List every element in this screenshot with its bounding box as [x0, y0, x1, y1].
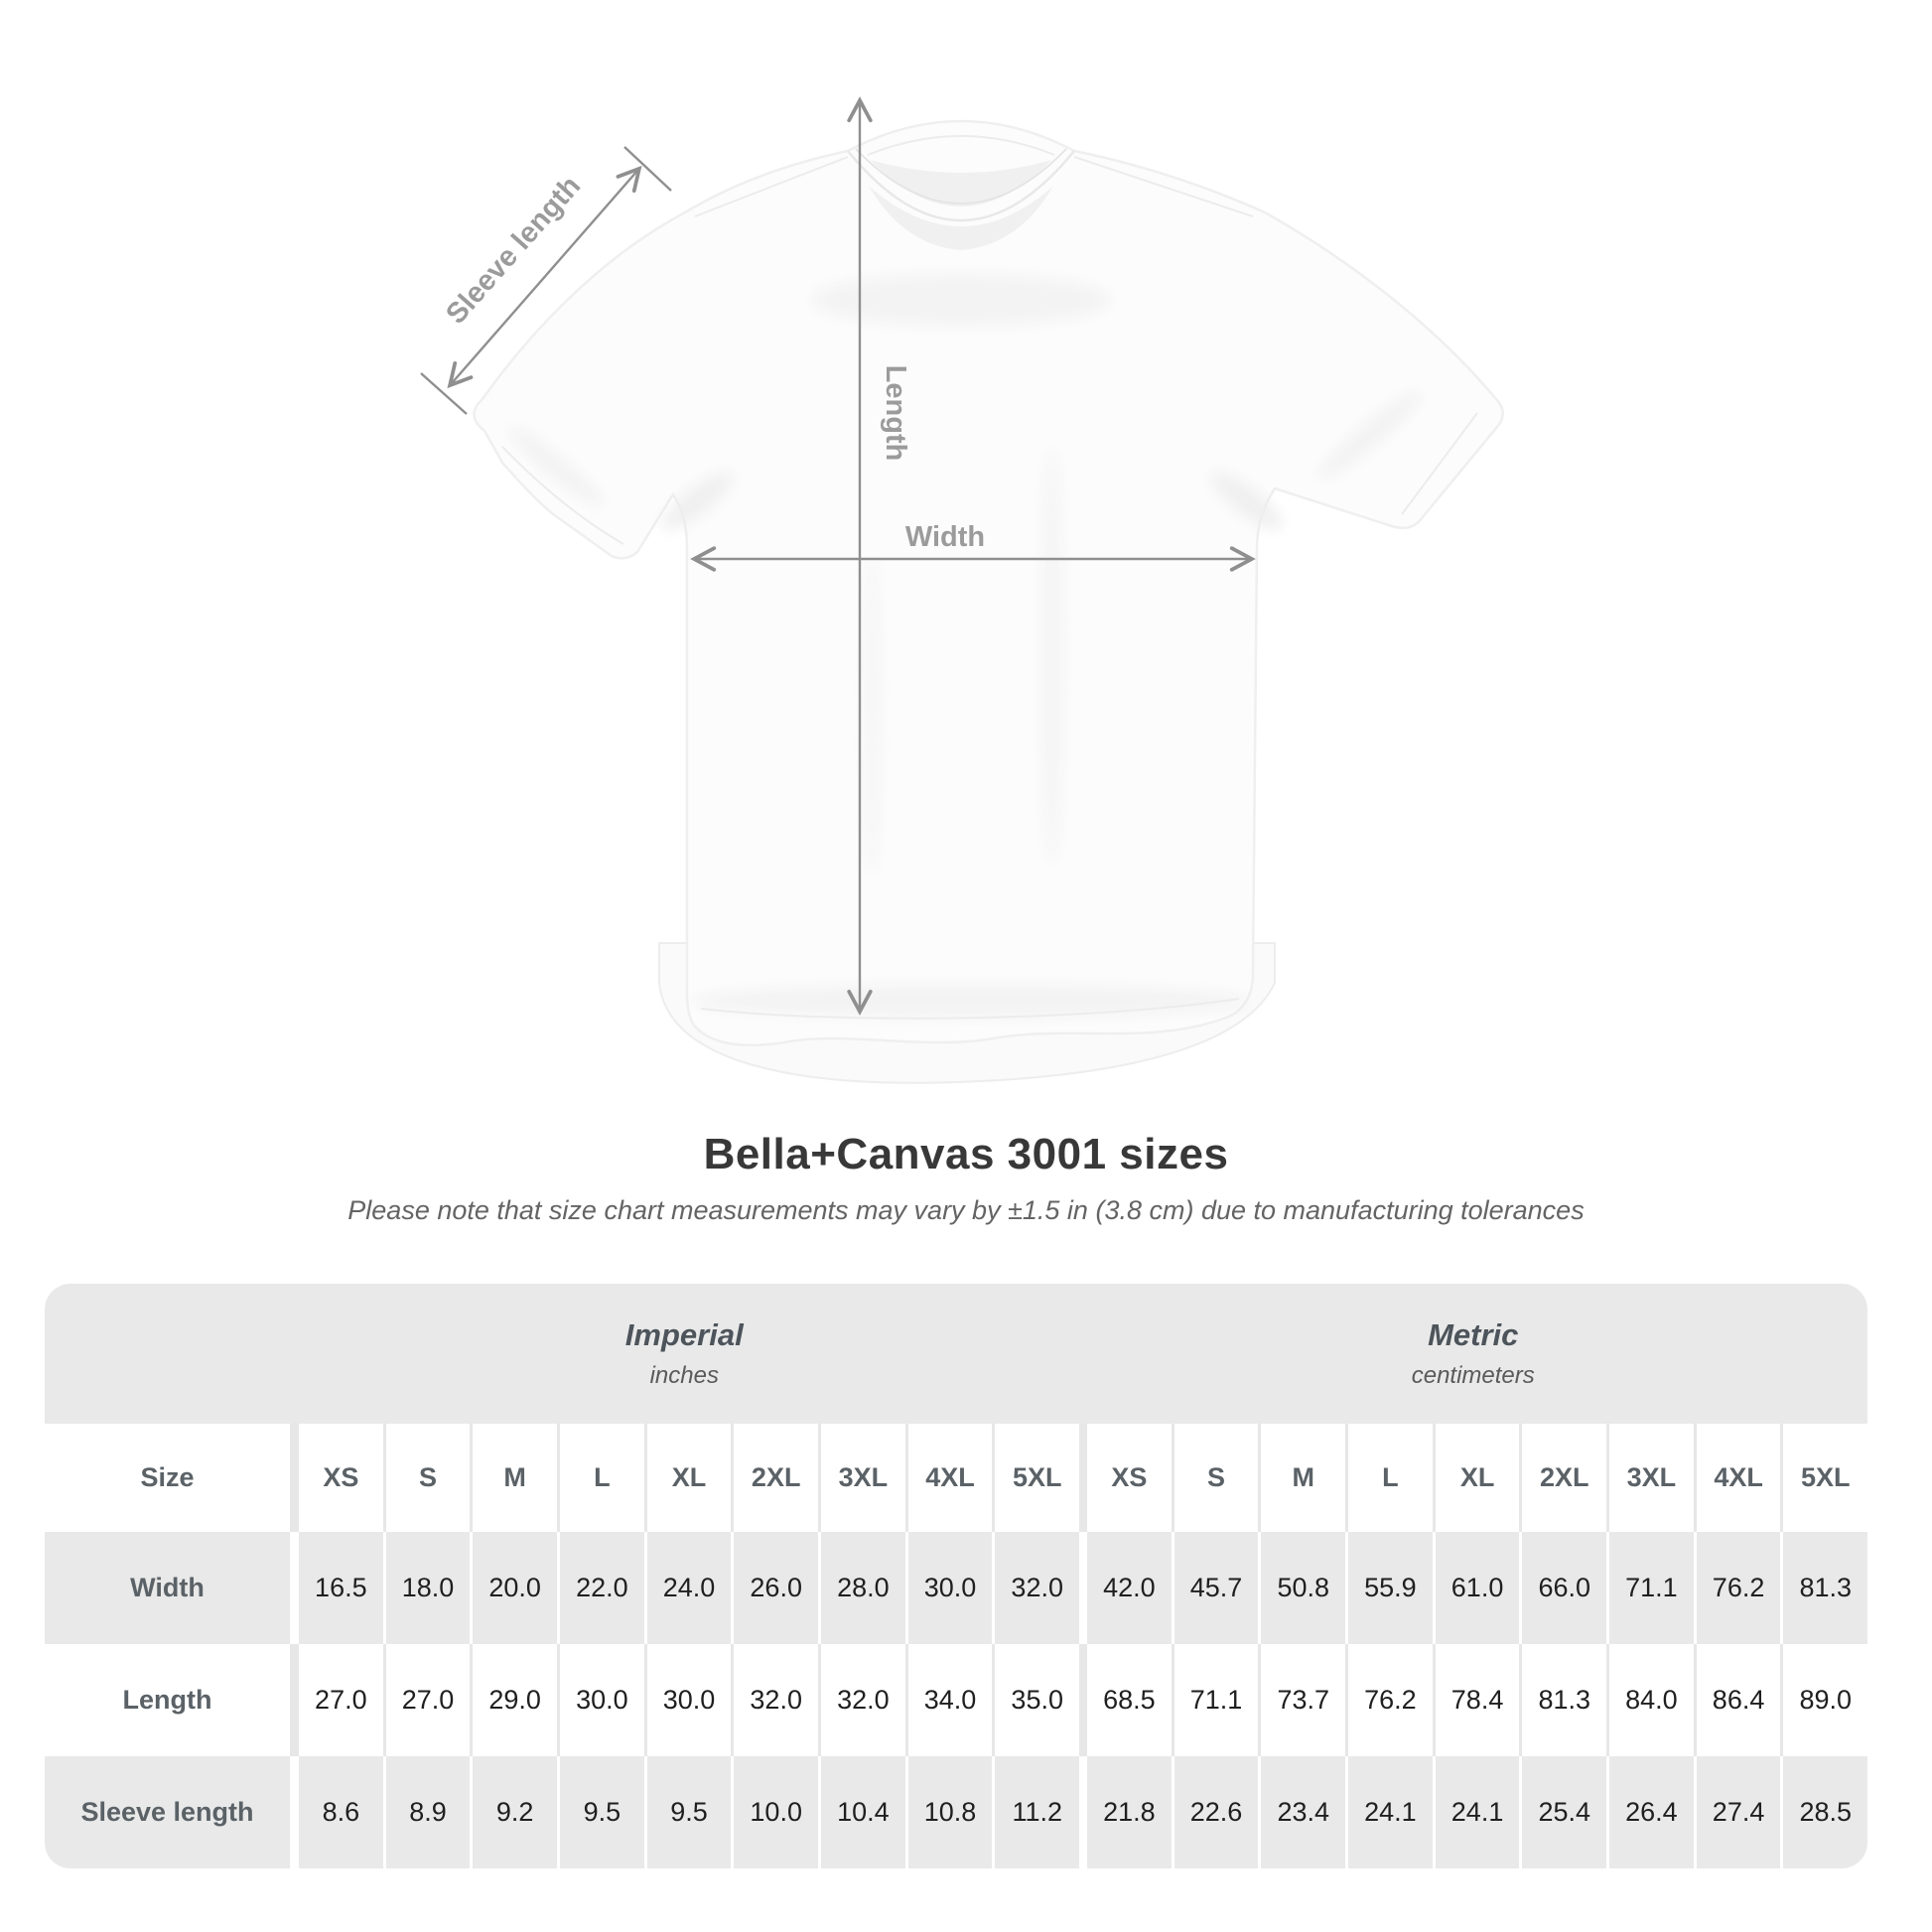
width-metric-3xl: 71.1	[1625, 1573, 1678, 1602]
row-label-sleeve-length: Sleeve length	[80, 1797, 254, 1827]
sleeve-metric-l: 24.1	[1364, 1797, 1417, 1827]
sleeve-arrow-cap-bottom	[421, 373, 467, 414]
imperial-unit: inches	[649, 1362, 719, 1389]
size-header-row	[45, 1424, 1867, 1532]
size-col-header: Size	[140, 1462, 195, 1492]
length-metric-l: 76.2	[1364, 1685, 1417, 1715]
length-metric-s: 71.1	[1189, 1685, 1243, 1715]
length-imperial-l: 30.0	[576, 1685, 628, 1715]
imperial-label: Imperial	[624, 1317, 744, 1352]
size-header-imperial-xs: XS	[323, 1462, 359, 1492]
size-header-imperial-4xl: 4XL	[925, 1462, 975, 1492]
size-table	[45, 1284, 1867, 1868]
width-metric-4xl: 76.2	[1712, 1573, 1765, 1602]
sleeve-length-label: Sleeve length	[440, 170, 588, 331]
unit-group-imperial	[290, 1317, 1079, 1390]
size-header-imperial-3xl: 3XL	[838, 1462, 889, 1492]
length-imperial-xl: 30.0	[662, 1685, 716, 1715]
size-header-metric-5xl: 5XL	[1800, 1462, 1851, 1492]
row-label-width: Width	[130, 1573, 205, 1602]
width-metric-xs: 42.0	[1103, 1573, 1156, 1602]
length-metric-xl: 78.4	[1450, 1685, 1504, 1715]
row-label-length: Length	[122, 1685, 212, 1715]
width-metric-s: 45.7	[1189, 1573, 1243, 1602]
size-header-imperial-s: S	[419, 1462, 438, 1492]
sleeve-imperial-3xl: 10.4	[837, 1797, 890, 1827]
length-metric-2xl: 81.3	[1538, 1685, 1591, 1715]
size-header-metric-l: L	[1382, 1462, 1399, 1492]
length-metric-5xl: 89.0	[1799, 1685, 1853, 1715]
sleeve-metric-3xl: 26.4	[1625, 1797, 1678, 1827]
sleeve-metric-5xl: 28.5	[1799, 1797, 1853, 1827]
width-imperial-s: 18.0	[401, 1573, 455, 1602]
sleeve-metric-m: 23.4	[1277, 1797, 1329, 1827]
length-metric-4xl: 86.4	[1712, 1685, 1765, 1715]
width-imperial-l: 22.0	[576, 1573, 628, 1602]
size-header-metric-m: M	[1292, 1462, 1314, 1492]
length-metric-m: 73.7	[1277, 1685, 1329, 1715]
width-metric-xl: 61.0	[1450, 1573, 1504, 1602]
metric-unit: centimeters	[1411, 1362, 1535, 1389]
width-imperial-4xl: 30.0	[923, 1573, 977, 1602]
row-width	[45, 1532, 1867, 1644]
width-imperial-xs: 16.5	[315, 1573, 367, 1602]
width-imperial-m: 20.0	[488, 1573, 541, 1602]
length-imperial-xs: 27.0	[315, 1685, 367, 1715]
length-metric-xs: 68.5	[1103, 1685, 1156, 1715]
width-metric-5xl: 81.3	[1799, 1573, 1853, 1602]
length-imperial-5xl: 35.0	[1011, 1685, 1063, 1715]
sleeve-imperial-xl: 9.5	[670, 1797, 708, 1827]
shirt-body	[474, 121, 1502, 1045]
sleeve-imperial-2xl: 10.0	[750, 1797, 802, 1827]
width-imperial-5xl: 32.0	[1011, 1573, 1063, 1602]
width-metric-m: 50.8	[1277, 1573, 1329, 1602]
length-imperial-m: 29.0	[488, 1685, 541, 1715]
size-header-metric-s: S	[1207, 1462, 1226, 1492]
size-header-imperial-m: M	[503, 1462, 526, 1492]
width-label: Width	[904, 521, 986, 553]
sleeve-imperial-xs: 8.6	[322, 1797, 360, 1827]
sleeve-imperial-4xl: 10.8	[923, 1797, 977, 1827]
sleeve-metric-4xl: 27.4	[1712, 1797, 1765, 1827]
size-header-imperial-l: L	[594, 1462, 611, 1492]
sleeve-metric-2xl: 25.4	[1538, 1797, 1591, 1827]
width-imperial-2xl: 26.0	[750, 1573, 802, 1602]
sleeve-metric-xs: 21.8	[1103, 1797, 1156, 1827]
width-imperial-xl: 24.0	[662, 1573, 716, 1602]
length-imperial-2xl: 32.0	[750, 1685, 802, 1715]
unit-group-metric	[1079, 1317, 1868, 1390]
sleeve-metric-xl: 24.1	[1450, 1797, 1504, 1827]
size-header-metric-2xl: 2XL	[1539, 1462, 1589, 1492]
size-header-imperial-2xl: 2XL	[751, 1462, 801, 1492]
length-metric-3xl: 84.0	[1625, 1685, 1678, 1715]
size-header-metric-4xl: 4XL	[1714, 1462, 1763, 1492]
width-metric-l: 55.9	[1364, 1573, 1417, 1602]
page-title: Bella+Canvas 3001 sizes	[703, 1130, 1229, 1178]
length-label: Length	[880, 364, 911, 462]
width-imperial-3xl: 28.0	[837, 1573, 890, 1602]
sleeve-imperial-5xl: 11.2	[1012, 1797, 1062, 1827]
row-sleeve-length	[45, 1756, 1867, 1868]
size-header-imperial-xl: XL	[671, 1462, 707, 1492]
length-imperial-4xl: 34.0	[923, 1685, 977, 1715]
sleeve-arrow-cap-top	[624, 147, 671, 191]
tshirt-illustration	[474, 121, 1502, 1083]
size-header-metric-xl: XL	[1459, 1462, 1495, 1492]
sleeve-imperial-m: 9.2	[495, 1797, 534, 1827]
row-length	[45, 1644, 1867, 1756]
unit-group-band	[45, 1284, 1867, 1424]
size-header-metric-xs: XS	[1111, 1462, 1148, 1492]
metric-label: Metric	[1428, 1317, 1519, 1352]
sleeve-imperial-s: 8.9	[409, 1797, 447, 1827]
width-metric-2xl: 66.0	[1538, 1573, 1591, 1602]
sleeve-imperial-l: 9.5	[583, 1797, 621, 1827]
length-imperial-3xl: 32.0	[837, 1685, 890, 1715]
size-header-imperial-5xl: 5XL	[1012, 1462, 1062, 1492]
length-imperial-s: 27.0	[401, 1685, 455, 1715]
sleeve-metric-s: 22.6	[1189, 1797, 1243, 1827]
tolerance-note: Please note that size chart measurements may vary by ±1.5 in (3.8 cm) due to manufacturing tolerances	[347, 1195, 1585, 1225]
size-header-metric-3xl: 3XL	[1626, 1462, 1677, 1492]
